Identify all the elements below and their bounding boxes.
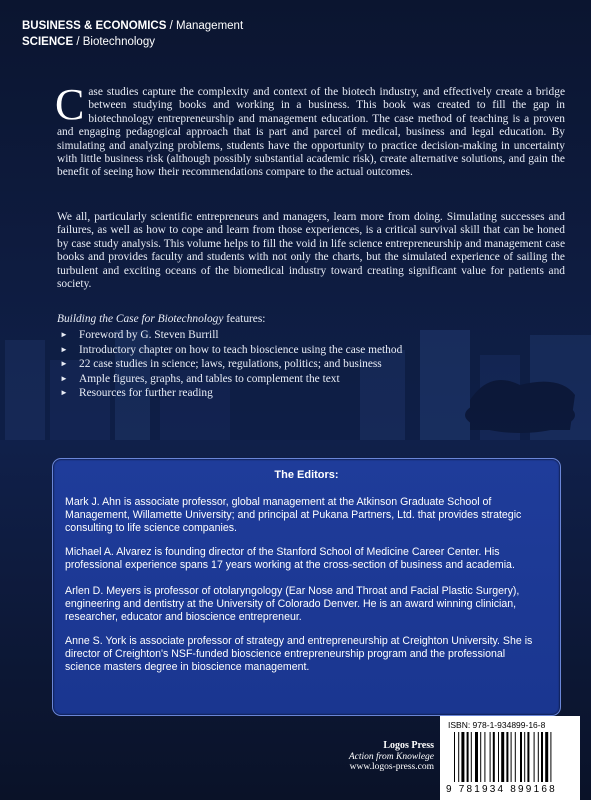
editors-box — [52, 458, 561, 716]
bullet-icon: ► — [60, 388, 68, 397]
book-title: Building the Case for Biotechnology — [57, 313, 224, 325]
intro-text: ase studies capture the complexity and context of the biotech industry, and effectively create a bridge between studying books and working in a business. This book was created to fill the gap in biotechnology entrepreneurship and management education. The case method of teaching is a proven and engaging pedagogical approach that is part and parcel of medical, business and legal education. By simulating and analyzing problems, students have the opportunity to practice decision-making in uncertainty with little business risk (although possibly substantial academic risk), create alternative solutions, and gain the benefit of seeing how their recommendations compare to the actual outcomes. — [57, 86, 565, 179]
category-sub: Biotechnology — [82, 36, 155, 48]
bullet-icon: ► — [60, 344, 68, 354]
publisher-url: www.logos-press.com — [349, 762, 434, 772]
category-separator: / — [73, 36, 83, 48]
isbn-label: ISBN: 978-1-934899-16-8 — [448, 720, 546, 730]
feature-text: Introductory chapter on how to teach bioscience using the case method — [79, 343, 403, 356]
category-line-2 — [22, 36, 155, 48]
publisher-name: Logos Press — [383, 740, 434, 751]
publisher-block — [344, 741, 434, 773]
feature-text: Resources for further reading — [79, 387, 213, 399]
editors-heading: The Editors: — [274, 469, 339, 481]
category-main: SCIENCE — [22, 36, 74, 48]
category-separator: / — [166, 20, 177, 32]
features-list — [57, 328, 402, 401]
feature-item — [57, 386, 402, 401]
features-suffix: features: — [223, 313, 266, 325]
category-line-1 — [22, 20, 243, 32]
feature-text: Foreword by G. Steven Burrill — [79, 329, 219, 341]
feature-item — [57, 328, 402, 343]
feature-item — [57, 357, 402, 372]
features-heading — [57, 313, 265, 325]
category-main: BUSINESS & ECONOMICS — [22, 20, 167, 32]
editor-bio: Arlen D. Meyers is professor of otolaryngology (Ear Nose and Throat and Facial Plastic Surgery), engineering and dentistry at the University of Colorado Denver. He is an award winning clinician, researcher, educator and bioscience entrepreneur. — [65, 585, 520, 624]
category-sub: Management — [176, 20, 244, 32]
second-paragraph: We all, particularly scientific entrepreneurs and managers, learn more from doing. Simulating successes and failures, as well as how to cope and learn from those experiences, is a critical survival skill that can be honed by case study analysis. This volume helps to fill the void in life science entrepreneurship and management case books and provides faculty and students with not only the charts, but the simulated experience of sailing the turbulent and exciting oceans of the biomedical industry toward creating significant value for patients and society. — [57, 211, 565, 291]
editor-bio: Anne S. York is associate professor of strategy and entrepreneurship at Creighton University. She is director of Creighton's NSF-funded bioscience entrepreneurship program and the professional science masters degree in bioscience management. — [65, 635, 533, 674]
barcode-digits: 9 781934 899168 — [446, 784, 557, 795]
feature-item — [57, 343, 402, 358]
bullet-icon: ► — [60, 373, 68, 383]
editor-bio: Michael A. Alvarez is founding director of the Stanford School of Medicine Career Center. His professional experience spans 17 years working at the cross-section of business and academia. — [65, 546, 515, 572]
feature-text: Ample figures, graphs, and tables to complement the text — [79, 372, 340, 385]
bullet-icon: ► — [60, 359, 68, 368]
bullet-icon: ► — [60, 330, 68, 339]
intro-paragraph — [55, 80, 565, 180]
editor-bio: Mark J. Ahn is associate professor, global management at the Atkinson Graduate School of Management, Willamette University; and principal at Pukana Partners, Ltd. that provides strategic consulting to life science companies. — [65, 496, 522, 535]
feature-item — [57, 372, 402, 387]
feature-text: 22 case studies in science; laws, regulations, politics; and business — [79, 358, 382, 370]
publisher-tagline: Action from Knowlege — [348, 751, 434, 762]
isbn-barcode — [440, 716, 580, 800]
drop-cap: C — [55, 80, 85, 129]
